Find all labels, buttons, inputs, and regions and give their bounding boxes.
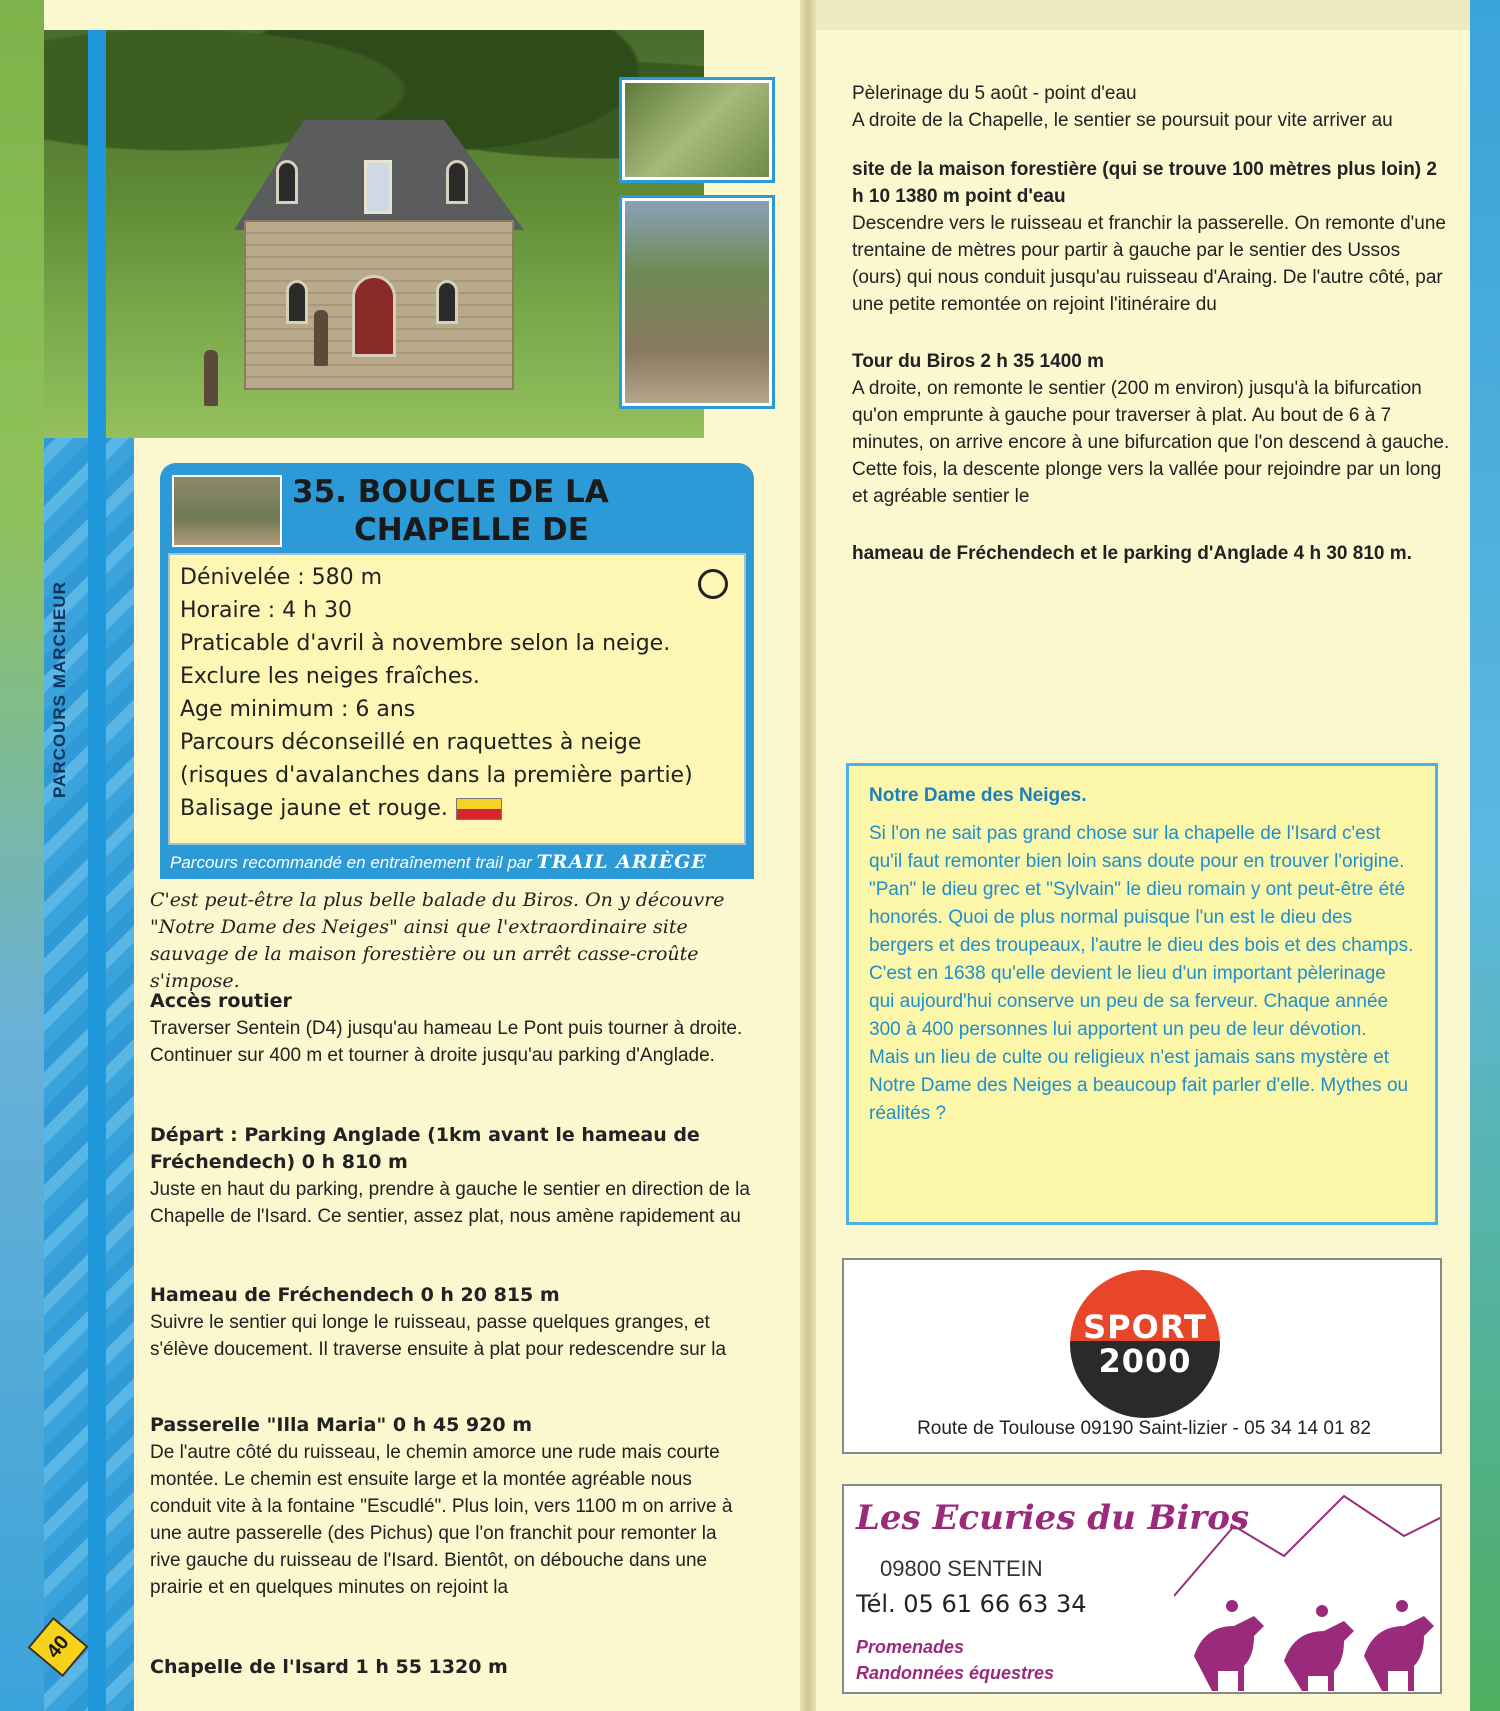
notre-dame-box [846,763,1438,1225]
balisage [180,792,734,825]
chapel-illustration [214,120,544,380]
pelerinage-line: Pèlerinage du 5 août - point d'eau [852,83,1137,104]
hiker-figure [204,350,218,406]
chapelle-title: Chapelle de l'Isard 1 h 55 1320 m [150,1656,508,1678]
passerelle-title: Passerelle "Illa Maria" 0 h 45 920 m [150,1414,533,1436]
forest-house-photo [622,198,772,406]
nd-paragraph: C'est en 1638 qu'elle devient le lieu d'un important pèlerinage qui aujourd'hui conserve un peu de sa ferveur. Chaque année 300 à 400 personnes lui apportent un peu de leur dévotion. [869,963,1389,1040]
statue-niche [364,160,392,214]
denivele: Dénivelée : 580 m [180,565,383,590]
book-gutter [800,0,816,1711]
balisage-flag-icon [456,798,502,820]
left-edge-decor [0,0,44,1711]
sport-logo-line2: 2000 [1098,1342,1192,1380]
chapelle-section [150,1654,750,1681]
page-number: 40 [28,1617,89,1677]
depart-text: Juste en haut du parking, prendre à gauche le sentier en direction de la Chapelle de l'Isard. Ce sentier, assez plat, nous amène rapidement au [150,1179,750,1227]
site-section [852,156,1452,318]
stream-photo [622,80,772,180]
route-title-line2: CHAPELLE DE [354,512,589,548]
route-info-box [160,463,754,873]
depart-section [150,1122,750,1230]
ecuries-subtitle [856,1634,1054,1686]
photo-thumbnails [612,70,792,420]
ecuries-ad[interactable] [842,1484,1442,1694]
pelerinage-section [852,80,1452,134]
side-label: PARCOURS MARCHEUR [50,581,69,799]
nd-paragraph: Si l'on ne sait pas grand chose sur la chapelle de l'Isard c'est qu'il faut remonter bien loin sans doute pour en trouver l'origine. [869,823,1405,872]
chapel-window [436,280,458,324]
sport2000-logo [1070,1270,1220,1418]
tour-text: A droite, on remonte le sentier (200 m environ) jusqu'à la bifurcation qu'on emprunte à gauche pour traverser à plat. Au bout de 6 à 7 minutes, on arrive encore à une bifurcation que l'on descend à gauche. Cette fois, la descente plonge vers la vallée pour rejoindre par un long et agréable sentier le [852,378,1450,507]
balisage-label: Balisage jaune et rouge. [180,796,448,821]
acces-section [150,988,750,1069]
nd-paragraph: Mais un lieu de culte ou religieux n'est jamais sans mystère et Notre Dame des Neiges a beaucoup fait parler d'elle. Mythes ou réalités ? [869,1047,1409,1124]
route-header [160,463,754,553]
depart-title: Départ : Parking Anglade (1km avant le hameau de Fréchendech) 0 h 810 m [150,1124,700,1173]
horaire: Horaire : 4 h 30 [180,598,353,623]
ecuries-sub2: Randonnées équestres [856,1663,1055,1683]
sport2000-ad[interactable] [842,1258,1442,1454]
nd-paragraph: "Pan" le dieu grec et "Sylvain" le dieu romain y ont peut-être été honorés. Quoi de plus normal puisque l'un est le dieu des bergers et des troupeaux, l'autre le dieu des bois et des champs. [869,879,1414,956]
chapel-door [352,275,396,357]
nd-title: Notre Dame des Neiges. [869,785,1087,806]
ecuries-sub1: Promenades [856,1637,965,1657]
right-edge-decor [1470,0,1500,1711]
route-info-body [160,553,754,845]
route-title-line1: 35. BOUCLE DE LA [292,474,609,510]
ecuries-phone[interactable]: Tél. 05 61 66 63 34 [856,1590,1087,1618]
blue-rail-decor [88,30,106,1711]
route-thumbnail [172,475,282,547]
site-title: site de la maison forestière (qui se trouve 100 mètres plus loin) 2 h 10 1380 m point d'eau [852,159,1437,207]
passerelle-section [150,1412,750,1601]
hiker-figure [314,310,328,366]
passerelle-text: De l'autre côté du ruisseau, le chemin amorce une rude mais courte montée. Le chemin est ensuite large et la montée agréable nous conduit vite à la fontaine "Escudlé". Plus loin, vers 1100 m on arrive à une autre passerelle (des Pichus) que l'on franchit pour remonter la rive gauche du ruisseau de l'Isard. Bientôt, on débouche dans une prairie et en quelques minutes on rejoint la [150,1442,733,1598]
chapel-photo [44,30,704,438]
praticable: Praticable d'avril à novembre selon la neige. Exclure les neiges fraîches. [180,631,671,689]
top-band [816,0,1500,30]
route-details [168,553,746,845]
tour-section [852,348,1452,510]
chapel-window [446,160,468,204]
ecuries-title: Les Ecuries du Biros [856,1498,1250,1538]
final-section [852,540,1452,567]
horse-riders-icon [1194,1600,1434,1691]
hameau-section [150,1282,750,1363]
chapel-window [276,160,298,204]
tour-title: Tour du Biros 2 h 35 1400 m [852,351,1105,372]
right-page [816,0,1500,1711]
site-text: Descendre vers le ruisseau et franchir la passerelle. On remonte d'une trentaine de mètres pour partir à gauche par le sentier des Ussos (ours) qui nous conduit jusqu'au ruisseau d'Araing. De l'autre côté, par une petite remontée on rejoint l'itinéraire du [852,213,1446,315]
acces-title: Accès routier [150,990,292,1012]
sport-logo-line1: SPORT [1083,1308,1207,1346]
loop-circle-icon [698,569,728,599]
sport-address: Route de Toulouse 09190 Saint-lizier - 05 34 14 01 82 [917,1418,1371,1439]
acces-text: Traverser Sentein (D4) jusqu'au hameau Le Pont puis tourner à droite. Continuer sur 400 m et tourner à droite jusqu'au parking d'Anglade. [150,1018,743,1066]
trail-recommendation [160,845,754,879]
final-title: hameau de Fréchendech et le parking d'Anglade 4 h 30 810 m. [852,543,1412,564]
age-minimum: Age minimum : 6 ans [180,697,416,722]
trail-ariege-brand: TRAIL ARIÈGE [536,851,707,873]
hameau-text: Suivre le sentier qui longe le ruisseau, passe quelques granges, et s'élève doucement. Il traverse ensuite à plat pour redescendre sur la [150,1312,727,1360]
intro-text: C'est peut-être la plus belle balade du Biros. On y découvre "Notre Dame des Neiges" ainsi que l'extraordinaire site sauvage de la maison forestière ou un arrêt casse-croûte s'impose. [150,889,725,992]
raquettes-warning: Parcours déconseillé en raquettes à neige (risques d'avalanches dans la première partie) [180,730,693,788]
trail-recommendation-text: Parcours recommandé en entraînement trail par [170,853,532,872]
chapelle-continue: A droite de la Chapelle, le sentier se poursuit pour vite arriver au [852,110,1393,131]
ecuries-city: 09800 SENTEIN [880,1556,1043,1581]
hameau-title: Hameau de Fréchendech 0 h 20 815 m [150,1284,560,1306]
chapel-window [286,280,308,324]
